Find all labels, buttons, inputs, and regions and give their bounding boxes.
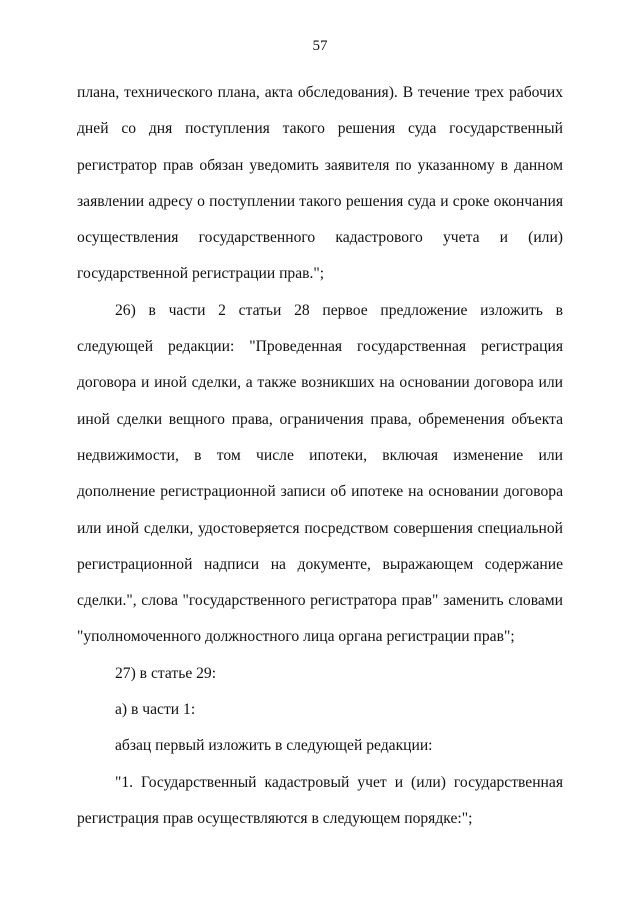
paragraph-instruction: абзац первый изложить в следующей редакции:: [115, 737, 433, 755]
page-number: 57: [312, 38, 328, 54]
paragraph-subitem-a: а) в части 1:: [115, 701, 196, 719]
document-body: [77, 75, 563, 837]
paragraph-quoted-clause: "1. Государственный кадастровый учет и (или) государственная регистрация прав осуществляются в следующем порядке:";: [77, 773, 563, 827]
paragraph-item-26: 26) в части 2 статьи 28 первое предложение изложить в следующей редакции: "Проведенная государственная регистрация договора и иной сделки, а также возникших на основании договора или иной сделки вещного права, ограничения права, обременения объекта недвижимости, в том числе ипотеки, включая изменение или дополнение регистрационной записи об ипотеке на основании договора или иной сделки, удостоверяется посредством совершения специальной регистрационной надписи на документе, выражающем содержание сделки.", слова "государственного регистратора прав" заменить словами "уполномоченного должностного лица органа регистрации прав";: [77, 301, 563, 646]
paragraph-continuation: плана, технического плана, акта обследования). В течение трех рабочих дней со дня поступления такого решения суда государственный регистратор прав обязан уведомить заявителя по указанному в данном заявлении адресу о поступлении такого решения суда и сроке окончания осуществления государственного кадастрового учета и (или) государственной регистрации прав.";: [77, 84, 563, 283]
paragraph-item-27: 27) в статье 29:: [115, 664, 217, 682]
